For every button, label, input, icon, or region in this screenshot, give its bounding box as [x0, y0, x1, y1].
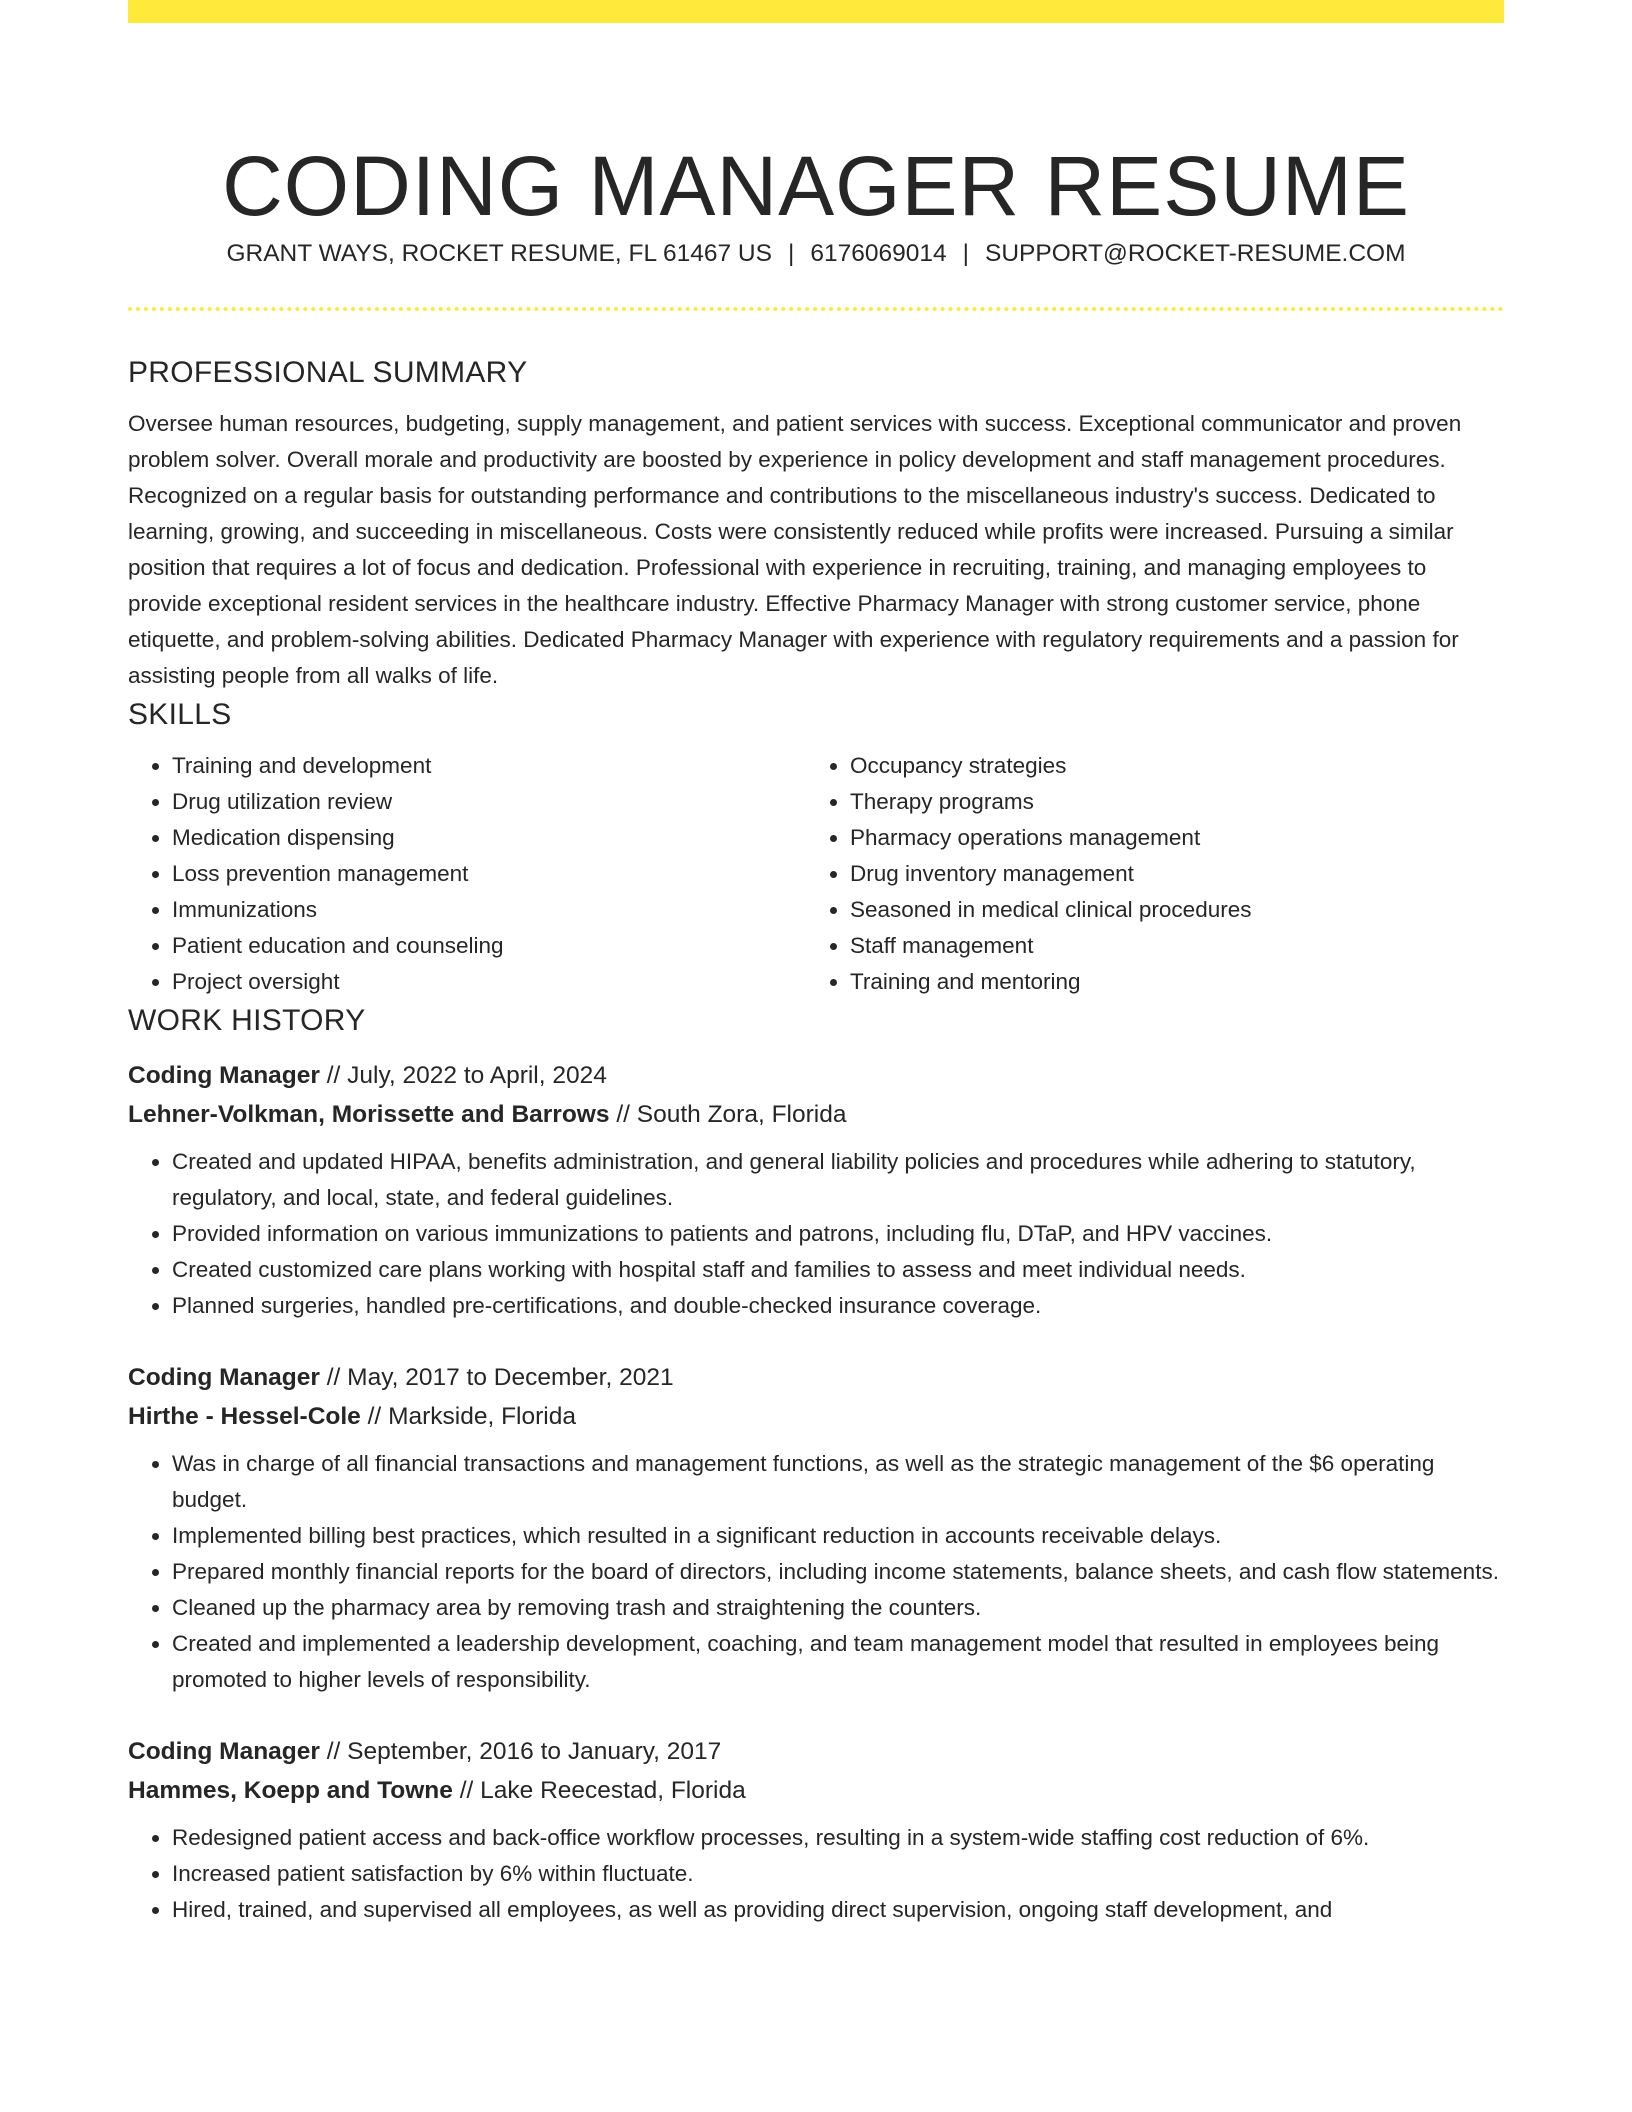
skill-item: • Staff management — [850, 928, 1484, 964]
job-bullets — [128, 1144, 1504, 1324]
job-bullet: • Increased patient satisfaction by 6% within fluctuate. — [172, 1856, 1504, 1892]
job-location: South Zora, Florida — [636, 1101, 847, 1128]
job-separator: // — [367, 1403, 382, 1430]
job-separator: // — [326, 1738, 341, 1765]
job-company-line — [128, 1095, 1504, 1134]
job-company: Lehner-Volkman, Morissette and Barrows — [128, 1101, 610, 1128]
job-company: Hammes, Koepp and Towne — [128, 1777, 453, 1804]
job-company: Hirthe - Hessel-Cole — [128, 1403, 361, 1430]
skill-item: • Pharmacy operations management — [850, 820, 1484, 856]
skill-item: • Therapy programs — [850, 784, 1484, 820]
contact-address: GRANT WAYS, ROCKET RESUME, FL 61467 US — [226, 240, 772, 267]
page-title: CODING MANAGER RESUME — [222, 139, 1410, 234]
contact-line — [128, 236, 1504, 272]
skill-item: • Seasoned in medical clinical procedures — [850, 892, 1484, 928]
contact-separator: | — [787, 240, 795, 267]
job-separator: // — [459, 1777, 474, 1804]
skills-column-right — [806, 748, 1484, 1000]
skill-item: • Training and development — [172, 748, 806, 784]
skill-item: • Project oversight — [172, 964, 806, 1000]
job-bullet: • Created and implemented a leadership development, coaching, and team management model that resulted in employees being promoted to higher levels of responsibility. — [172, 1626, 1504, 1698]
job-company-line — [128, 1771, 1504, 1810]
skill-item: • Drug inventory management — [850, 856, 1484, 892]
contact-email: SUPPORT@ROCKET-RESUME.COM — [984, 240, 1406, 267]
job-entry — [128, 1056, 1504, 1324]
skills-list — [128, 748, 1504, 1000]
job-bullet: • Was in charge of all financial transactions and management functions, as well as the strategic management of the $6 operating budget. — [172, 1446, 1504, 1518]
job-title-line — [128, 1358, 1504, 1397]
job-bullets — [128, 1820, 1504, 1928]
summary-text: Oversee human resources, budgeting, supply management, and patient services with success. Exceptional communicator and proven problem solver. Overall morale and productivity are boosted by experience in policy development and staff management procedures. Recognized on a regular basis for outstanding performance and contributions to the miscellaneous industry's success. Dedicated to learning, growing, and succeeding in miscellaneous. Costs were consistently reduced while profits were increased. Pursuing a similar position that requires a lot of focus and dedication. Professional with experience in recruiting, training, and managing employees to provide exceptional resident services in the healthcare industry. Effective Pharmacy Manager with strong customer service, phone etiquette, and problem-solving abilities. Dedicated Pharmacy Manager with experience with regulatory requirements and a passion for assisting people from all walks of life. — [128, 411, 1462, 688]
job-location: Lake Reecestad, Florida — [480, 1777, 746, 1804]
resume-content — [128, 352, 1504, 1928]
skill-item: • Occupancy strategies — [850, 748, 1484, 784]
job-dates: September, 2016 to January, 2017 — [347, 1738, 722, 1765]
job-bullet: • Created customized care plans working with hospital staff and families to assess and meet individual needs. — [172, 1252, 1504, 1288]
job-bullet: • Created and updated HIPAA, benefits administration, and general liability policies and procedures while adhering to statutory, regulatory, and local, state, and federal guidelines. — [172, 1144, 1504, 1216]
contact-separator: | — [962, 240, 969, 267]
skill-item: • Immunizations — [172, 892, 806, 928]
job-location: Markside, Florida — [388, 1403, 576, 1430]
job-bullet: • Implemented billing best practices, which resulted in a significant reduction in accounts receivable delays. — [172, 1518, 1504, 1554]
skill-item: • Drug utilization review — [172, 784, 806, 820]
summary-heading: PROFESSIONAL SUMMARY — [128, 356, 528, 389]
job-bullet: • Planned surgeries, handled pre-certifications, and double-checked insurance coverage. — [172, 1288, 1504, 1324]
job-separator: // — [326, 1364, 341, 1391]
skill-item: • Loss prevention management — [172, 856, 806, 892]
job-entry — [128, 1732, 1504, 1928]
skill-item: • Medication dispensing — [172, 820, 806, 856]
job-title: Coding Manager — [128, 1364, 320, 1391]
job-bullet: • Provided information on various immunizations to patients and patrons, including flu, DTaP, and HPV vaccines. — [172, 1216, 1504, 1252]
job-separator: // — [616, 1101, 630, 1128]
job-bullet: • Cleaned up the pharmacy area by removing trash and straightening the counters. — [172, 1590, 1504, 1626]
work-history-heading: WORK HISTORY — [128, 1004, 366, 1037]
resume-page — [128, 0, 1504, 2112]
contact-phone: 6176069014 — [810, 240, 947, 267]
job-entry — [128, 1358, 1504, 1698]
job-bullets — [128, 1446, 1504, 1698]
job-bullet: • Redesigned patient access and back-office workflow processes, resulting in a system-wide staffing cost reduction of 6%. — [172, 1820, 1504, 1856]
job-title: Coding Manager — [128, 1738, 320, 1765]
job-title: Coding Manager — [128, 1062, 320, 1089]
skills-heading: SKILLS — [128, 698, 232, 731]
dotted-divider — [128, 307, 1504, 311]
skill-item: • Patient education and counseling — [172, 928, 806, 964]
job-company-line — [128, 1397, 1504, 1436]
job-bullet: • Hired, trained, and supervised all employees, as well as providing direct supervision, ongoing staff development, and — [172, 1892, 1504, 1928]
skills-column-left — [128, 748, 806, 1000]
job-separator: // — [326, 1062, 341, 1089]
job-title-line — [128, 1056, 1504, 1095]
skill-item: • Training and mentoring — [850, 964, 1484, 1000]
job-dates: May, 2017 to December, 2021 — [347, 1364, 674, 1391]
job-bullet: • Prepared monthly financial reports for the board of directors, including income statements, balance sheets, and cash flow statements. — [172, 1554, 1504, 1590]
job-dates: July, 2022 to April, 2024 — [347, 1062, 607, 1089]
job-title-line — [128, 1732, 1504, 1771]
top-accent-bar — [128, 0, 1504, 23]
